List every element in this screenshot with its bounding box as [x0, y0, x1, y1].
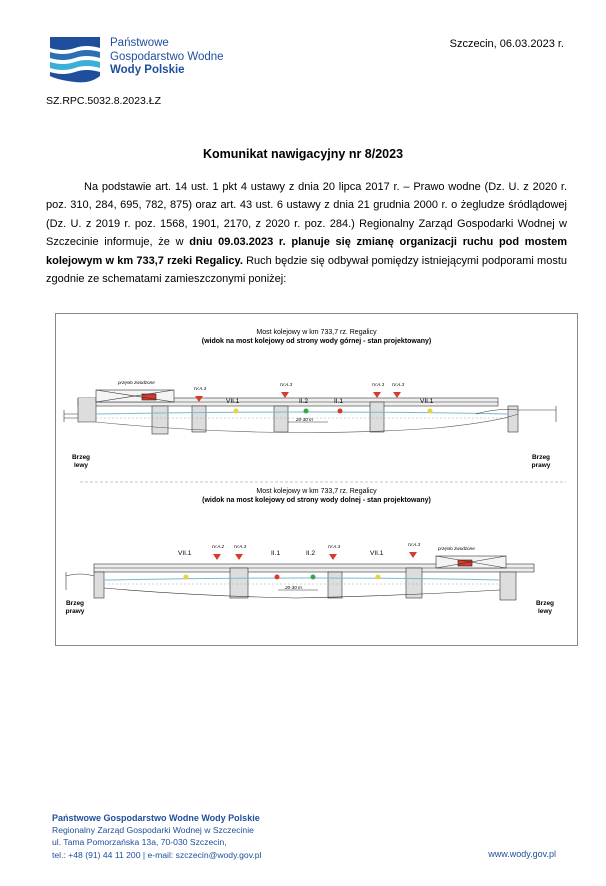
bottom-dimension: 20-30 m: [285, 585, 302, 590]
top-marker-2: II.2: [299, 398, 309, 405]
bottom-marker-2: II.1: [271, 550, 281, 557]
top-sign-3: IV.A.3: [372, 382, 385, 387]
bottom-sign-2: IV.A.3: [234, 544, 247, 549]
bridge-schematic-drawing: [56, 314, 579, 647]
document-date: Szczecin, 06.03.2023 r.: [449, 38, 564, 50]
bottom-diagram: [66, 552, 534, 600]
bottom-diagram-title-line: Most kolejowy w km 733,7 rz. Regalicy: [256, 488, 377, 495]
top-bank-right: Brzeg prawy: [531, 454, 551, 469]
logo-line-1: Państwowe: [110, 37, 169, 49]
bottom-sign-1: IV.A.2: [212, 544, 225, 549]
top-diagram-subtitle: (widok na most kolejowy od strony wody górnej - stan projektowany): [201, 338, 432, 345]
footer-address: ul. Tama Pomorzańska 13a, 70-030 Szczecin,: [52, 837, 227, 848]
bottom-marker-1: VII.1: [178, 550, 192, 557]
top-sign-1: IV.A.3: [194, 386, 207, 391]
logo-line-2: Gospodarstwo Wodne: [110, 50, 224, 63]
bottom-sign-3: IV.A.3: [328, 544, 341, 549]
bottom-diagram-subtitle: (widok na most kolejowy od strony wody dolnej - stan projektowany): [202, 497, 431, 504]
body-text-3: Ruch będzie się odbywał pomiędzy istniejącymi podporami mostu zgodnie ze schematami zamieszczonymi poniżej:: [46, 254, 567, 286]
top-marker-4: VII.1: [420, 398, 434, 405]
top-diagram-title: [56, 328, 577, 346]
bottom-bank-right: Brzeg lewy: [535, 600, 555, 615]
top-bank-left: Brzeg lewy: [71, 454, 91, 469]
top-diagram: [64, 390, 556, 434]
top-marker-1: VII.1: [226, 398, 240, 405]
reference-number: SZ.RPC.5032.8.2023.ŁZ: [46, 95, 161, 107]
bottom-marker-3: II.2: [306, 550, 316, 557]
top-sign-4: IV.A.3: [392, 382, 405, 387]
footer: [52, 812, 261, 861]
footer-organization: Państwowe Gospodarstwo Wodne Wody Polskie: [52, 813, 260, 823]
bottom-marker-4: VII.1: [370, 550, 384, 557]
body-paragraph: [46, 178, 567, 288]
logo: [46, 34, 246, 84]
footer-department: Regionalny Zarząd Gospodarki Wodnej w Szczecinie: [52, 825, 254, 836]
body-text-1: Na podstawie art. 14 ust. 1 pkt 4 ustawy z dnia 20 lipca 2017 r. – Prawo wodne (Dz. U. z 2020 r. poz. 310, 284, 695, 782, 875) oraz art. 43 ust. 6 ustawy z dnia 21 grudnia 2000 r. o żegludze śródlądowej (Dz. U. z 2019 r. poz. 1568, 1901, 2170, z 2020 r. poz. 284.) Regionalny Zarząd Gospodarki Wodnej w Szczecinie informuje, że w: [46, 181, 567, 249]
bottom-diagram-title: [56, 487, 577, 505]
top-swing-span-label: przęsło zwodzone: [118, 380, 155, 385]
bridge-schematic-figure: [55, 313, 578, 646]
top-sign-2: IV.A.3: [280, 382, 293, 387]
bottom-bank-left: Brzeg prawy: [65, 600, 85, 615]
top-marker-3: II.1: [334, 398, 344, 405]
wody-polskie-logo-icon: [46, 34, 104, 84]
logo-line-3: Wody Polskie: [110, 64, 185, 76]
body-bold-change: planuje się zmianę organizacji ruchu pod mostem kolejowym w km 733,7 rzeki Regalicy.: [46, 236, 567, 267]
footer-contact[interactable]: tel.: +48 (91) 44 11 200 | e-mail: szczecin@wody.gov.pl: [52, 849, 262, 860]
footer-website-link[interactable]: www.wody.gov.pl: [488, 849, 556, 859]
top-dimension: 20-30 m: [296, 417, 313, 422]
bottom-swing-span-label: przęsło zwodzone: [438, 546, 475, 551]
body-bold-date: dniu 09.03.2023 r.: [189, 236, 286, 249]
top-diagram-title-line: Most kolejowy w km 733,7 rz. Regalicy: [256, 329, 377, 336]
logo-text: [110, 37, 224, 78]
bottom-sign-4: IV.A.3: [408, 542, 421, 547]
document-title: Komunikat nawigacyjny nr 8/2023: [202, 147, 404, 161]
